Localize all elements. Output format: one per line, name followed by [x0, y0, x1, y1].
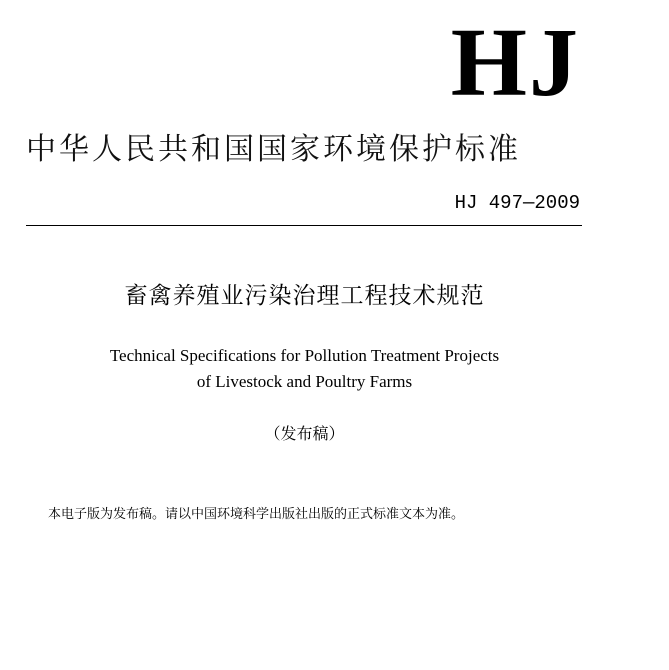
hj-logo: HJ	[450, 9, 580, 117]
organization-name: 中华人民共和国国家环境保护标准	[26, 132, 521, 167]
standard-number: HJ 497—2009	[454, 192, 580, 214]
english-title-line-1: Technical Specifications for Pollution Treatment Projects	[109, 346, 500, 365]
document-title-chinese: 畜禽养殖业污染治理工程技术规范	[124, 283, 485, 309]
release-status: （发布稿）	[264, 424, 345, 443]
document-title-english	[0, 343, 609, 395]
header-divider	[26, 225, 582, 226]
english-title-line-2: of Livestock and Poultry Farms	[196, 372, 413, 391]
edition-notice: 本电子版为发布稿。请以中国环境科学出版社出版的正式标准文本为准。	[48, 507, 465, 522]
